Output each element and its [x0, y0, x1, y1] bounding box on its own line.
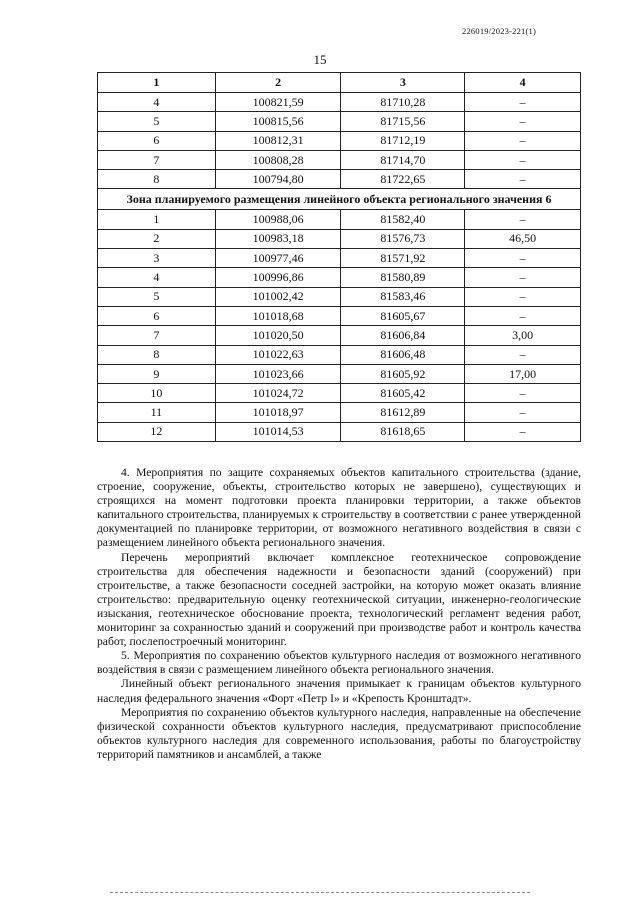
- scan-artifact-line: [110, 892, 530, 895]
- column-header: 4: [465, 73, 581, 93]
- table-cell: 8: [98, 170, 216, 189]
- table-cell: 3,00: [465, 326, 581, 345]
- paragraph: Линейный объект регионального значения примыкает к границам объектов культурного наследия федерального значения «Форт «Петр I» и «Крепость Кронштадт».: [97, 677, 581, 705]
- table-row: [98, 268, 581, 287]
- table-cell: 1: [98, 210, 216, 229]
- table-cell: 100794,80: [215, 170, 341, 189]
- table-cell: 9: [98, 364, 216, 383]
- table-cell: –: [465, 287, 581, 306]
- paragraph: 5. Мероприятия по сохранению объектов культурного наследия от возможного негативного воздействия в связи с размещением линейного объекта регионального значения.: [97, 649, 581, 677]
- table-cell: 100983,18: [215, 229, 341, 248]
- table-row: [98, 306, 581, 325]
- table-cell: 101022,63: [215, 345, 341, 364]
- table-cell: –: [465, 384, 581, 403]
- table-cell: 100815,56: [215, 112, 341, 131]
- table-body: [98, 93, 581, 442]
- table-cell: 101018,68: [215, 306, 341, 325]
- table-cell: 81715,56: [341, 112, 465, 131]
- table-cell: 81722,65: [341, 170, 465, 189]
- table-cell: 12: [98, 422, 216, 441]
- table-cell: 81605,92: [341, 364, 465, 383]
- table-cell: 100808,28: [215, 150, 341, 169]
- table-cell: –: [465, 170, 581, 189]
- coordinates-table: [97, 72, 581, 442]
- table-cell: 100988,06: [215, 210, 341, 229]
- table-row: [98, 249, 581, 268]
- table-cell: 7: [98, 326, 216, 345]
- zone-title: Зона планируемого размещения линейного объекта регионального значения 6: [98, 189, 581, 210]
- table-cell: 2: [98, 229, 216, 248]
- table-row: [98, 384, 581, 403]
- table-cell: –: [465, 112, 581, 131]
- table-cell: –: [465, 249, 581, 268]
- table-row: [98, 93, 581, 112]
- table-cell: 101014,53: [215, 422, 341, 441]
- table-cell: 100996,86: [215, 268, 341, 287]
- table-cell: 81612,89: [341, 403, 465, 422]
- table-row: [98, 403, 581, 422]
- table-row: [98, 170, 581, 189]
- table-row: [98, 326, 581, 345]
- table-row: [98, 345, 581, 364]
- table-cell: 81618,65: [341, 422, 465, 441]
- table-cell: –: [465, 210, 581, 229]
- zone-title-row: [98, 189, 581, 210]
- table-cell: 3: [98, 249, 216, 268]
- table-cell: 81605,67: [341, 306, 465, 325]
- table-cell: –: [465, 93, 581, 112]
- table-row: [98, 364, 581, 383]
- table-cell: 10: [98, 384, 216, 403]
- table-cell: 101023,66: [215, 364, 341, 383]
- page-number: 15: [313, 52, 327, 67]
- table-cell: 81606,48: [341, 345, 465, 364]
- column-header: 1: [98, 73, 216, 93]
- table-cell: 17,00: [465, 364, 581, 383]
- table-cell: –: [465, 422, 581, 441]
- table-cell: 7: [98, 150, 216, 169]
- table-cell: 8: [98, 345, 216, 364]
- table-row: [98, 422, 581, 441]
- column-header: 2: [215, 73, 341, 93]
- table-cell: 100821,59: [215, 93, 341, 112]
- table-cell: 5: [98, 287, 216, 306]
- table-row: [98, 131, 581, 150]
- table-cell: 101020,50: [215, 326, 341, 345]
- table-cell: 100812,31: [215, 131, 341, 150]
- table-header-row: [98, 73, 581, 93]
- table-cell: 100977,46: [215, 249, 341, 268]
- table-cell: –: [465, 345, 581, 364]
- table-cell: 101018,97: [215, 403, 341, 422]
- table-cell: 81583,46: [341, 287, 465, 306]
- table-cell: 81576,73: [341, 229, 465, 248]
- paragraph: 4. Мероприятия по защите сохраняемых объектов капитального строительства (здание, строение, сооружение, объекты, строительство которых не завершено), существующих и строящихся на момент подготовки проекта планировки территории, а также объектов капитального строительства, планируемых к строительству в соответствии с ранее утвержденной документацией по планировке территории, от возможного негативного воздействия в связи с размещением линейного объекта регионального значения.: [97, 466, 581, 550]
- table-cell: –: [465, 150, 581, 169]
- paragraph: Перечень мероприятий включает комплексное геотехническое сопровождение строительства для обеспечения надежности и безопасности зданий (сооружений) при строительстве, а также безопасности соседней застройки, на которую может оказать влияние строительство: предварительную оценку геотехнической ситуации, инженерно-геологические изыскания, геотехническое обоснование проекта, технологический регламент ведения работ, мониторинг за сохранностью зданий и сооружений при производстве работ и контроль качества работ, послепостроечный мониторинг.: [97, 550, 581, 649]
- table-cell: 81712,19: [341, 131, 465, 150]
- table-cell: 6: [98, 131, 216, 150]
- table-cell: –: [465, 268, 581, 287]
- table-cell: 4: [98, 268, 216, 287]
- table-cell: 81714,70: [341, 150, 465, 169]
- table-row: [98, 287, 581, 306]
- table-cell: –: [465, 403, 581, 422]
- table-cell: –: [465, 306, 581, 325]
- table-cell: 11: [98, 403, 216, 422]
- table-row: [98, 210, 581, 229]
- table-cell: 4: [98, 93, 216, 112]
- table-row: [98, 229, 581, 248]
- table-cell: 81606,84: [341, 326, 465, 345]
- body-text: [97, 466, 581, 762]
- table-cell: 5: [98, 112, 216, 131]
- table-row: [98, 150, 581, 169]
- table-cell: 46,50: [465, 229, 581, 248]
- table-cell: 101024,72: [215, 384, 341, 403]
- table-cell: 81605,42: [341, 384, 465, 403]
- table-cell: 81571,92: [341, 249, 465, 268]
- table-cell: 6: [98, 306, 216, 325]
- table-row: [98, 112, 581, 131]
- paragraph: Мероприятия по сохранению объектов культурного наследия, направленные на обеспечение физической сохранности объектов культурного наследия, предусматривают приспособление объектов культурного наследия для современного использования, работы по благоустройству территорий памятников и ансамблей, а также: [97, 705, 581, 761]
- table-cell: 81710,28: [341, 93, 465, 112]
- document-id: 226019/2023-221(1): [462, 26, 536, 36]
- table-cell: 81582,40: [341, 210, 465, 229]
- column-header: 3: [341, 73, 465, 93]
- table-cell: –: [465, 131, 581, 150]
- table-cell: 81580,89: [341, 268, 465, 287]
- table-cell: 101002,42: [215, 287, 341, 306]
